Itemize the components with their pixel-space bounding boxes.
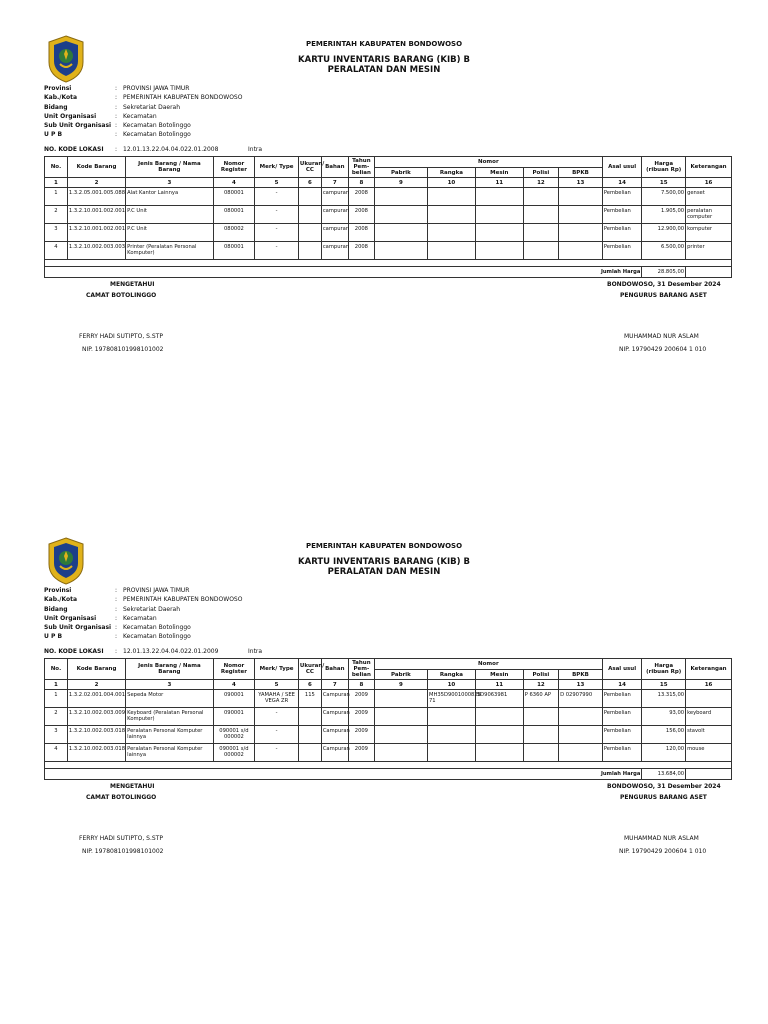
pengurus-title: PENGURUS BARANG ASET	[620, 292, 707, 299]
cell-ukuran	[298, 242, 321, 260]
jumlah-label: Jumlah Harga	[45, 769, 642, 780]
cell-rangka	[427, 188, 475, 206]
cell-merk: -	[255, 242, 299, 260]
cell-rangka	[427, 744, 475, 762]
col-number: 4	[213, 680, 255, 690]
cell-rangka	[427, 726, 475, 744]
cell-ukuran	[298, 224, 321, 242]
cell-rangka: MH35D9001000828 71	[427, 690, 475, 708]
upb-label: U P B	[44, 131, 63, 139]
cell-asal: Pembelian	[602, 224, 642, 242]
kode-lokasi-row: NO. KODE LOKASI : 12.01.13.22.04.04.022.01.2009 Intra	[44, 648, 263, 655]
cell-nama: Printer (Peralatan Personal Komputer)	[126, 242, 213, 260]
upb-value: Kecamatan Botolinggo	[123, 131, 191, 139]
cell-pabrik	[374, 726, 427, 744]
col-number: 4	[213, 178, 255, 188]
pengurus-name: MUHAMMAD NUR ASLAM	[624, 835, 699, 842]
cell-asal: Pembelian	[602, 726, 642, 744]
cell-ket: mouse	[686, 744, 732, 762]
cell-bpkb	[559, 242, 603, 260]
cell-pabrik	[374, 708, 427, 726]
kab-value: PEMERINTAH KABUPATEN BONDOWOSO	[123, 596, 243, 604]
cell-bahan: Campuran	[321, 744, 348, 762]
col-number: 14	[602, 680, 642, 690]
cell-rangka	[427, 708, 475, 726]
cell-register: 090001 s/d 000002	[213, 726, 255, 744]
cell-nama: Sepeda Motor	[126, 690, 213, 708]
bidang-label: Bidang	[44, 103, 68, 111]
card-subtitle: PERALATAN DAN MESIN	[327, 567, 441, 577]
cell-rangka	[427, 224, 475, 242]
government-heading: PEMERINTAH KABUPATEN BONDOWOSO	[305, 542, 463, 550]
cell-rangka	[427, 206, 475, 224]
col-number: 11	[475, 178, 523, 188]
cell-harga: 7.500,00	[642, 188, 686, 206]
table-body	[45, 188, 732, 278]
col-merk: Merk/ Type	[255, 659, 299, 680]
card-title: KARTU INVENTARIS BARANG (KIB) B	[298, 557, 470, 567]
cell-ukuran	[298, 188, 321, 206]
cell-pabrik	[374, 188, 427, 206]
cell-kode: 1.3.2.10.002.003.003	[67, 242, 125, 260]
col-polisi: Polisi	[523, 168, 558, 178]
col-number: 7	[321, 680, 348, 690]
total-row	[45, 267, 732, 278]
cell-mesin	[475, 744, 523, 762]
cell-bpkb	[559, 206, 603, 224]
cell-harga: 1.905,00	[642, 206, 686, 224]
col-polisi: Polisi	[523, 670, 558, 680]
pengurus-name: MUHAMMAD NUR ASLAM	[624, 333, 699, 340]
col-number: 1	[45, 178, 68, 188]
col-ket: Keterangan	[686, 157, 732, 178]
cell-merk: -	[255, 708, 299, 726]
spacer-cell	[45, 260, 732, 267]
cell-register: 080002	[213, 224, 255, 242]
col-number: 13	[559, 680, 603, 690]
total-row	[45, 769, 732, 780]
col-number: 5	[255, 178, 299, 188]
col-bahan: Bahan	[321, 659, 348, 680]
cell-asal: Pembelian	[602, 206, 642, 224]
cell-ket: peralatan computer	[686, 206, 732, 224]
col-number: 5	[255, 680, 299, 690]
cell-no: 1	[45, 690, 68, 708]
col-number: 12	[523, 680, 558, 690]
cell-kode: 1.3.2.02.001.004.001	[67, 690, 125, 708]
card-title: KARTU INVENTARIS BARANG (KIB) B	[298, 55, 470, 65]
cell-no: 2	[45, 206, 68, 224]
cell-bahan: Campuran	[321, 690, 348, 708]
spacer-row	[45, 260, 732, 267]
bidang-value: Sekretariat Daerah	[123, 605, 181, 613]
cell-mesin	[475, 242, 523, 260]
total-empty-cell	[686, 769, 732, 780]
cell-kode: 1.3.2.05.001.005.088	[67, 188, 125, 206]
provinsi-value: PROVINSI JAWA TIMUR	[123, 587, 190, 594]
jumlah-label: Jumlah Harga	[45, 267, 642, 278]
table-row	[45, 744, 732, 762]
cell-register: 080001	[213, 188, 255, 206]
cell-polisi	[523, 206, 558, 224]
col-tahun: Tahun Pem- belian	[348, 157, 374, 178]
cell-ket	[686, 690, 732, 708]
identity-block: Provinsi : PROVINSI JAWA TIMUR Kab./Kota : PEMERINTAH KABUPATEN BONDOWOSO Bidang : Sekretariat Daerah Unit Organisasi : Kecamatan Sub Unit Organisasi : Kecamatan Botolinggo U P B : Kecamatan Botolinggo	[44, 85, 243, 139]
table-row	[45, 690, 732, 708]
cell-ket: stavolt	[686, 726, 732, 744]
col-number: 3	[126, 680, 213, 690]
pengurus-nip: NIP. 19790429 200604 1 010	[619, 848, 707, 855]
col-harga: Harga (ribuan Rp)	[642, 157, 686, 178]
table-row	[45, 726, 732, 744]
col-number: 6	[298, 680, 321, 690]
col-register: Nomor Register	[213, 659, 255, 680]
col-number: 12	[523, 178, 558, 188]
cell-bpkb	[559, 744, 603, 762]
kode-lokasi-label: NO. KODE LOKASI	[44, 648, 104, 655]
cell-tahun: 2009	[348, 726, 374, 744]
cell-polisi	[523, 224, 558, 242]
cell-tahun: 2008	[348, 206, 374, 224]
cell-kode: 1.3.2.10.002.003.018	[67, 726, 125, 744]
cell-merk: -	[255, 206, 299, 224]
col-no: No.	[45, 157, 68, 178]
card-subtitle: PERALATAN DAN MESIN	[327, 65, 441, 75]
identity-block: Provinsi : PROVINSI JAWA TIMUR Kab./Kota : PEMERINTAH KABUPATEN BONDOWOSO Bidang : Sekretariat Daerah Unit Organisasi : Kecamatan Sub Unit Organisasi : Kecamatan Botolinggo U P B : Kecamatan Botolinggo	[44, 587, 243, 641]
unit-value: Kecamatan	[123, 112, 157, 120]
table-row	[45, 224, 732, 242]
cell-tahun: 2009	[348, 708, 374, 726]
cell-mesin	[475, 224, 523, 242]
table-row	[45, 708, 732, 726]
provinsi-label: Provinsi	[44, 85, 72, 92]
col-number: 8	[348, 680, 374, 690]
col-number: 3	[126, 178, 213, 188]
cell-no: 4	[45, 242, 68, 260]
col-number: 2	[67, 178, 125, 188]
col-pabrik: Pabrik	[374, 670, 427, 680]
cell-ukuran	[298, 744, 321, 762]
col-harga: Harga (ribuan Rp)	[642, 659, 686, 680]
camat-name: FERRY HADI SUTIPTO, S.STP	[79, 835, 163, 842]
subunit-value: Kecamatan Botolinggo	[123, 624, 191, 632]
camat-nip: NIP. 197808101998101002	[82, 848, 164, 855]
cell-pabrik	[374, 206, 427, 224]
cell-kode: 1.3.2.10.001.002.001	[67, 206, 125, 224]
cell-kode: 1.3.2.10.002.003.018	[67, 744, 125, 762]
col-number: 16	[686, 178, 732, 188]
table-row	[45, 206, 732, 224]
cell-nama: Alat Kantor Lainnya	[126, 188, 213, 206]
col-register: Nomor Register	[213, 157, 255, 178]
cell-register: 090001 s/d 000002	[213, 744, 255, 762]
cell-ket: printer	[686, 242, 732, 260]
cell-mesin	[475, 188, 523, 206]
kab-label: Kab./Kota	[44, 596, 78, 604]
unit-label: Unit Organisasi	[44, 112, 97, 120]
col-tahun: Tahun Pem- belian	[348, 659, 374, 680]
col-rangka: Rangka	[427, 168, 475, 178]
cell-register: 080001	[213, 206, 255, 224]
col-number: 15	[642, 680, 686, 690]
col-ukuran: Ukuran/ CC	[298, 659, 321, 680]
col-number: 10	[427, 178, 475, 188]
kab-value: PEMERINTAH KABUPATEN BONDOWOSO	[123, 94, 243, 102]
cell-asal: Pembelian	[602, 744, 642, 762]
cell-nama: Peralatan Personal Komputer lainnya	[126, 744, 213, 762]
cell-bahan: campuran	[321, 242, 348, 260]
cell-ket: keyboard	[686, 708, 732, 726]
cell-merk: -	[255, 188, 299, 206]
camat-nip: NIP. 197808101998101002	[82, 346, 164, 353]
cell-bpkb: D 02907990	[559, 690, 603, 708]
unit-label: Unit Organisasi	[44, 614, 97, 622]
column-number-row	[45, 178, 732, 188]
cell-bahan: campuran	[321, 224, 348, 242]
spacer-row	[45, 762, 732, 769]
camat-title: CAMAT BOTOLINGGO	[86, 292, 157, 299]
col-number: 8	[348, 178, 374, 188]
mengetahui-label: MENGETAHUI	[110, 281, 155, 288]
cell-no: 2	[45, 708, 68, 726]
jumlah-value: 13.684,00	[642, 769, 686, 780]
cell-ukuran	[298, 708, 321, 726]
unit-value: Kecamatan	[123, 614, 157, 622]
cell-mesin	[475, 726, 523, 744]
cell-asal: Pembelian	[602, 242, 642, 260]
upb-value: Kecamatan Botolinggo	[123, 633, 191, 641]
provinsi-label: Provinsi	[44, 587, 72, 594]
cell-polisi: P 6360 AP	[523, 690, 558, 708]
cell-merk: -	[255, 744, 299, 762]
col-merk: Merk/ Type	[255, 157, 299, 178]
cell-register: 090001	[213, 708, 255, 726]
cell-harga: 120,00	[642, 744, 686, 762]
camat-name: FERRY HADI SUTIPTO, S.STP	[79, 333, 163, 340]
intra-label: Intra	[248, 146, 263, 153]
signing-date: BONDOWOSO, 31 Desember 2024	[607, 281, 721, 288]
col-nomor: Nomor	[374, 157, 602, 168]
col-number: 7	[321, 178, 348, 188]
cell-merk: YAMAHA / SEE VEGA ZR	[255, 690, 299, 708]
col-number: 2	[67, 680, 125, 690]
cell-nama: Peralatan Personal Komputer lainnya	[126, 726, 213, 744]
col-number: 6	[298, 178, 321, 188]
provinsi-value: PROVINSI JAWA TIMUR	[123, 85, 190, 92]
cell-polisi	[523, 242, 558, 260]
cell-polisi	[523, 708, 558, 726]
col-pabrik: Pabrik	[374, 168, 427, 178]
cell-register: 090001	[213, 690, 255, 708]
cell-bahan: Campuran	[321, 708, 348, 726]
cell-no: 3	[45, 726, 68, 744]
cell-harga: 6.500,00	[642, 242, 686, 260]
cell-bpkb	[559, 726, 603, 744]
cell-pabrik	[374, 690, 427, 708]
col-number: 9	[374, 680, 427, 690]
cell-tahun: 2008	[348, 224, 374, 242]
kode-lokasi-row: NO. KODE LOKASI : 12.01.13.22.04.04.022.01.2008 Intra	[44, 146, 263, 153]
cell-ukuran: 115	[298, 690, 321, 708]
col-number: 10	[427, 680, 475, 690]
col-number: 14	[602, 178, 642, 188]
col-jenis: Jenis Barang / Nama Barang	[126, 659, 213, 680]
kode-lokasi-value: 12.01.13.22.04.04.022.01.2009	[123, 648, 219, 655]
col-number: 9	[374, 178, 427, 188]
signing-date: BONDOWOSO, 31 Desember 2024	[607, 783, 721, 790]
col-rangka: Rangka	[427, 670, 475, 680]
cell-harga: 12.900,00	[642, 224, 686, 242]
inventory-table	[44, 658, 732, 780]
col-ukuran: Ukuran/ CC	[298, 157, 321, 178]
cell-asal: Pembelian	[602, 708, 642, 726]
cell-harga: 93,00	[642, 708, 686, 726]
col-ket: Keterangan	[686, 659, 732, 680]
jumlah-value: 28.805,00	[642, 267, 686, 278]
upb-label: U P B	[44, 633, 63, 641]
table-row	[45, 242, 732, 260]
cell-tahun: 2008	[348, 188, 374, 206]
cell-ket: komputer	[686, 224, 732, 242]
intra-label: Intra	[248, 648, 263, 655]
cell-mesin	[475, 708, 523, 726]
cell-pabrik	[374, 744, 427, 762]
kab-label: Kab./Kota	[44, 94, 78, 102]
table-row	[45, 188, 732, 206]
cell-pabrik	[374, 224, 427, 242]
col-number: 15	[642, 178, 686, 188]
cell-no: 3	[45, 224, 68, 242]
col-number: 11	[475, 680, 523, 690]
cell-register: 080001	[213, 242, 255, 260]
cell-pabrik	[374, 242, 427, 260]
col-mesin: Mesin	[475, 670, 523, 680]
cell-mesin	[475, 206, 523, 224]
inventory-table	[44, 156, 732, 278]
cell-rangka	[427, 242, 475, 260]
cell-kode: 1.3.2.10.002.003.009	[67, 708, 125, 726]
cell-polisi	[523, 188, 558, 206]
cell-asal: Pembelian	[602, 188, 642, 206]
cell-nama: P.C Unit	[126, 224, 213, 242]
cell-ket: genset	[686, 188, 732, 206]
bidang-value: Sekretariat Daerah	[123, 103, 181, 111]
cell-asal: Pembelian	[602, 690, 642, 708]
col-number: 1	[45, 680, 68, 690]
cell-bpkb	[559, 708, 603, 726]
col-asal: Asal usul	[602, 157, 642, 178]
mengetahui-label: MENGETAHUI	[110, 783, 155, 790]
cell-tahun: 2009	[348, 690, 374, 708]
kode-lokasi-value: 12.01.13.22.04.04.022.01.2008	[123, 146, 219, 153]
total-empty-cell	[686, 267, 732, 278]
col-no: No.	[45, 659, 68, 680]
column-number-row	[45, 680, 732, 690]
cell-polisi	[523, 744, 558, 762]
government-heading: PEMERINTAH KABUPATEN BONDOWOSO	[305, 40, 463, 48]
pengurus-title: PENGURUS BARANG ASET	[620, 794, 707, 801]
col-kode: Kode Barang	[67, 659, 125, 680]
col-bahan: Bahan	[321, 157, 348, 178]
camat-title: CAMAT BOTOLINGGO	[86, 794, 157, 801]
col-asal: Asal usul	[602, 659, 642, 680]
cell-polisi	[523, 726, 558, 744]
subunit-value: Kecamatan Botolinggo	[123, 122, 191, 130]
col-bpkb: BPKB	[559, 168, 603, 178]
cell-bpkb	[559, 188, 603, 206]
subunit-label: Sub Unit Organisasi	[44, 122, 112, 130]
col-number: 16	[686, 680, 732, 690]
col-jenis: Jenis Barang / Nama Barang	[126, 157, 213, 178]
cell-tahun: 2008	[348, 242, 374, 260]
col-bpkb: BPKB	[559, 670, 603, 680]
cell-ukuran	[298, 726, 321, 744]
cell-tahun: 2009	[348, 744, 374, 762]
cell-nama: P.C Unit	[126, 206, 213, 224]
cell-ukuran	[298, 206, 321, 224]
cell-kode: 1.3.2.10.001.002.001	[67, 224, 125, 242]
cell-merk: -	[255, 726, 299, 744]
cell-no: 4	[45, 744, 68, 762]
cell-harga: 156,00	[642, 726, 686, 744]
col-mesin: Mesin	[475, 168, 523, 178]
kode-lokasi-label: NO. KODE LOKASI	[44, 146, 104, 153]
table-body	[45, 690, 732, 780]
col-nomor: Nomor	[374, 659, 602, 670]
cell-bpkb	[559, 224, 603, 242]
cell-no: 1	[45, 188, 68, 206]
cell-harga: 13.315,00	[642, 690, 686, 708]
cell-bahan: campuran	[321, 188, 348, 206]
pengurus-nip: NIP. 19790429 200604 1 010	[619, 346, 707, 353]
bidang-label: Bidang	[44, 605, 68, 613]
cell-bahan: Campuran	[321, 726, 348, 744]
cell-merk: -	[255, 224, 299, 242]
spacer-cell	[45, 762, 732, 769]
cell-bahan: campuran	[321, 206, 348, 224]
cell-mesin: 5D9063981	[475, 690, 523, 708]
col-kode: Kode Barang	[67, 157, 125, 178]
cell-nama: Keyboard (Peralatan Personal Komputer)	[126, 708, 213, 726]
col-number: 13	[559, 178, 603, 188]
subunit-label: Sub Unit Organisasi	[44, 624, 112, 632]
